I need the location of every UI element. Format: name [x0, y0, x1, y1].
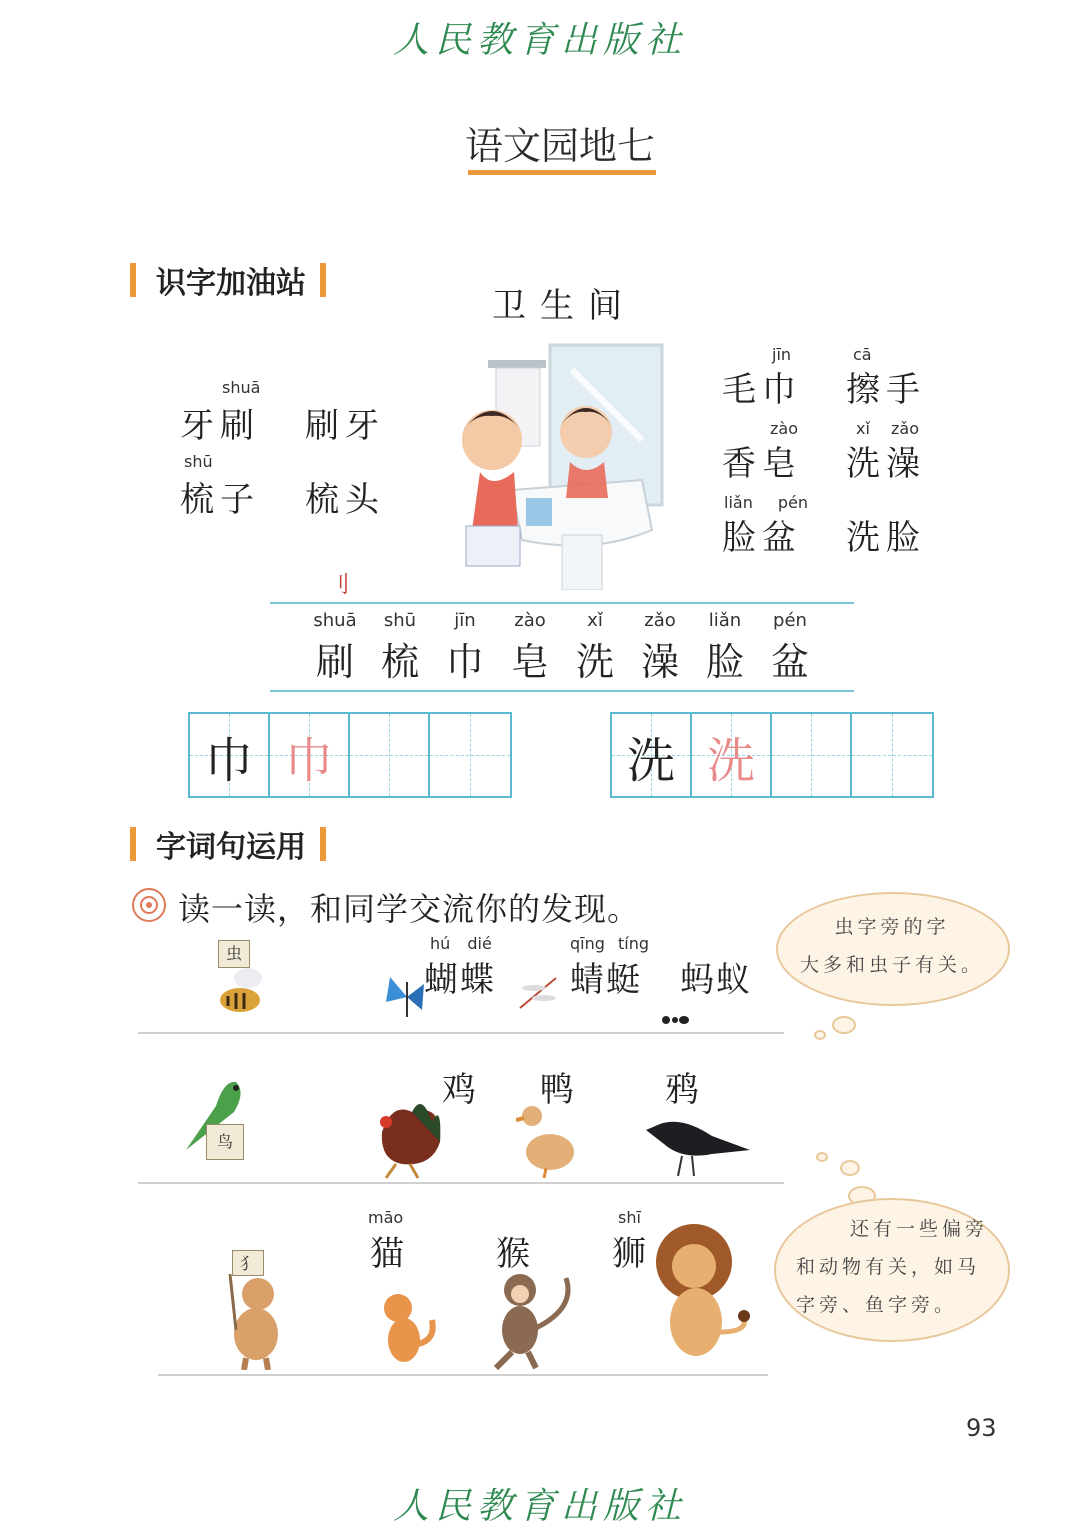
row-divider — [158, 1374, 768, 1376]
writing-grid-xi[interactable] — [610, 712, 934, 798]
grid-cell-trace: 巾 — [270, 714, 350, 796]
char-item: jīn 巾 — [445, 610, 484, 684]
monkey-illustration — [476, 1268, 586, 1372]
word-towel: 毛巾 — [722, 370, 802, 410]
pinyin-shi: shī — [618, 1208, 641, 1227]
dragonfly-icon — [516, 972, 560, 1012]
bubble-insects-text: 虫字旁的字 大多和虫子有关。 — [799, 916, 984, 976]
heading-bar-right — [320, 263, 326, 297]
radical-hint: 刂 — [328, 573, 351, 598]
bubble-tail — [840, 1160, 860, 1176]
bubble-animals-text: 还有一些偏旁 和动物有关，如马 字旁、鱼字旁。 — [796, 1218, 989, 1316]
char-strip-top-line — [270, 602, 854, 604]
sign-bird-radical: 鸟 — [206, 1124, 244, 1160]
sign-dog-radical: 犭 — [232, 1250, 264, 1276]
section-heading-usage — [130, 822, 326, 866]
word-wash-face: 洗脸 — [846, 518, 926, 558]
pinyin-shua: shuā — [222, 378, 261, 397]
cat-illustration — [374, 1290, 438, 1370]
word-comb: 梳子 — [180, 480, 260, 520]
grid-cell-empty[interactable] — [852, 714, 932, 796]
pinyin-jin: jīn — [772, 345, 792, 364]
pinyin-qingting: qīng tíng — [570, 934, 649, 953]
word-lion: 狮 — [612, 1234, 652, 1274]
word-ant: 蚂蚁 — [680, 960, 752, 1000]
bubble-tail — [816, 1152, 828, 1162]
instruction-text: 读一读，和同学交流你的发现。 — [178, 890, 641, 928]
word-washbasin: 脸盆 — [722, 518, 802, 558]
rooster-illustration — [362, 1092, 446, 1180]
pinyin-xi-zao: xǐ zǎo — [856, 419, 919, 438]
word-dragonfly: 蜻蜓 — [570, 960, 642, 1000]
grid-cell-model: 巾 — [190, 714, 270, 796]
pinyin-shu: shū — [184, 452, 213, 471]
word-chicken: 鸡 — [442, 1070, 482, 1110]
word-duck: 鸭 — [540, 1070, 580, 1110]
word-soap: 香皂 — [722, 444, 802, 484]
char-item: zào 皂 — [510, 610, 549, 684]
word-wipe-hands: 擦手 — [846, 370, 926, 410]
word-comb-hair: 梳头 — [305, 480, 385, 520]
grid-cell-empty[interactable] — [772, 714, 852, 796]
word-cat: 猫 — [370, 1234, 410, 1274]
title-underline — [468, 170, 656, 175]
pinyin-ca: cā — [853, 345, 872, 364]
crow-illustration — [642, 1110, 752, 1180]
row-divider — [138, 1032, 784, 1034]
page-title: 语文园地七 — [464, 124, 655, 168]
publisher-footer: 人民教育出版社 — [392, 1486, 687, 1527]
heading-bar-right — [320, 827, 326, 861]
char-item: shū 梳 — [380, 610, 419, 684]
pinyin-lian-pen: liǎn pén — [724, 493, 809, 512]
butterfly-icon — [382, 972, 432, 1022]
bee-illustration — [210, 960, 270, 1020]
word-toothbrush: 牙刷 — [180, 406, 260, 446]
read-icon — [132, 888, 166, 922]
bubble-tail — [814, 1030, 826, 1040]
pinyin-zao: zào — [770, 419, 798, 438]
dog-illustration — [216, 1270, 292, 1370]
word-butterfly: 蝴蝶 — [424, 960, 496, 1000]
char-item: pén 盆 — [770, 610, 809, 684]
grid-cell-trace: 洗 — [692, 714, 772, 796]
char-strip-bottom-line — [270, 690, 854, 692]
pinyin-mao: māo — [368, 1208, 404, 1227]
word-monkey: 猴 — [496, 1234, 536, 1274]
grid-cell-empty[interactable] — [430, 714, 510, 796]
sign-insect-radical: 虫 — [218, 940, 250, 968]
section-heading-label: 识字加油站 — [156, 266, 306, 301]
bubble-tail — [832, 1016, 856, 1034]
word-bathe: 洗澡 — [846, 444, 926, 484]
duck-illustration — [516, 1100, 576, 1180]
bathroom-illustration — [452, 340, 672, 590]
ant-icon — [660, 1010, 690, 1030]
writing-grid-jin[interactable] — [188, 712, 512, 798]
pinyin-hudie: hú dié — [430, 934, 492, 953]
word-crow: 鸦 — [665, 1070, 705, 1110]
section-heading-literacy — [130, 258, 326, 302]
section-heading-label: 字词句运用 — [156, 830, 306, 865]
lion-illustration — [648, 1222, 760, 1372]
grid-cell-empty[interactable] — [350, 714, 430, 796]
char-item: zǎo 澡 — [640, 610, 679, 684]
publisher-header: 人民教育出版社 — [392, 20, 687, 61]
char-item: liǎn 脸 — [705, 610, 744, 684]
char-item: xǐ 洗 — [575, 610, 614, 684]
scene-title: 卫生间 — [492, 286, 636, 326]
word-brush-teeth: 刷牙 — [305, 406, 385, 446]
page-number: 93 — [966, 1414, 997, 1442]
char-item: shuā 刷 — [313, 610, 357, 684]
row-divider — [138, 1182, 784, 1184]
grid-cell-model: 洗 — [612, 714, 692, 796]
